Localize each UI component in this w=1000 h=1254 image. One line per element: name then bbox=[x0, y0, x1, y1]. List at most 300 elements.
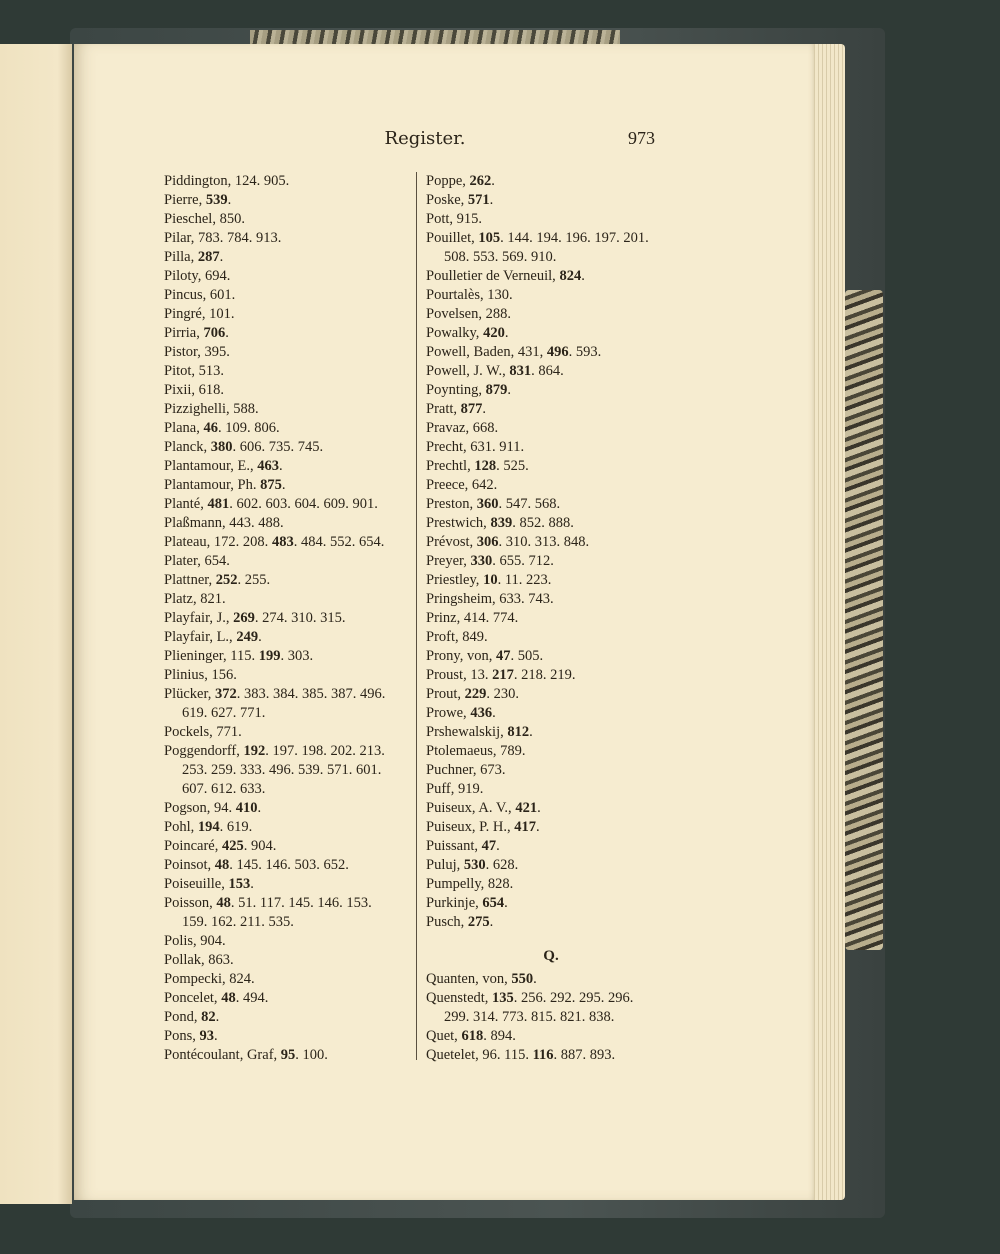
entry-text: Pohl, bbox=[164, 819, 198, 835]
entry-text-rest: . bbox=[537, 800, 541, 816]
primary-page-ref: 47 bbox=[495, 648, 511, 664]
entry-text: Poppe, bbox=[426, 173, 470, 189]
index-entry bbox=[426, 894, 686, 913]
entry-text-rest: . 109. 806. bbox=[217, 420, 280, 436]
index-entry bbox=[426, 305, 686, 324]
entry-text: Pilar, 783. 784. 913. bbox=[164, 230, 282, 246]
entry-text-rest: . 619. bbox=[219, 819, 253, 835]
entry-text-rest: . bbox=[225, 325, 229, 341]
primary-page-ref: 539 bbox=[205, 192, 228, 208]
index-entry bbox=[426, 723, 686, 742]
entry-text: Pourtalès, 130. bbox=[426, 287, 513, 303]
index-entry bbox=[426, 343, 686, 362]
index-entry bbox=[426, 818, 686, 837]
primary-page-ref: 372 bbox=[214, 686, 237, 702]
entry-text-rest: . 274. 310. 315. bbox=[254, 610, 346, 626]
facing-page-edge bbox=[0, 44, 72, 1204]
index-entry bbox=[426, 229, 686, 248]
page-header-title: Register. bbox=[384, 128, 466, 149]
primary-page-ref: 48 bbox=[221, 990, 236, 1006]
entry-text: Povelsen, 288. bbox=[426, 306, 511, 322]
primary-page-ref: 654 bbox=[482, 895, 505, 911]
primary-page-ref: 879 bbox=[485, 382, 508, 398]
primary-page-ref: 571 bbox=[467, 192, 490, 208]
entry-text: Powell, Baden, 431, bbox=[426, 344, 547, 360]
primary-page-ref: 217 bbox=[492, 667, 514, 683]
entry-text: Prony, von, bbox=[426, 648, 496, 664]
entry-text-rest: . 230. bbox=[486, 686, 520, 702]
entry-text-rest: . bbox=[533, 971, 537, 987]
index-entry bbox=[426, 476, 686, 495]
primary-page-ref: 420 bbox=[483, 325, 505, 341]
entry-text: Puissant, bbox=[426, 838, 482, 854]
primary-page-ref: 47 bbox=[481, 838, 497, 854]
primary-page-ref: 824 bbox=[559, 268, 582, 284]
entry-text: Pingré, 101. bbox=[164, 306, 235, 322]
entry-text: Pumpelly, 828. bbox=[426, 876, 514, 892]
index-entry bbox=[426, 761, 686, 780]
index-entry bbox=[164, 286, 424, 305]
primary-page-ref: 463 bbox=[257, 458, 280, 474]
index-entry bbox=[164, 210, 424, 229]
entry-text: Poske, bbox=[426, 192, 468, 208]
section-letter: Q. bbox=[543, 948, 559, 964]
index-entry-continuation bbox=[164, 704, 424, 723]
index-entry bbox=[164, 970, 424, 989]
entry-text-rest: . bbox=[258, 629, 262, 645]
index-entry bbox=[426, 609, 686, 628]
index-entry bbox=[426, 381, 686, 400]
index-entry bbox=[164, 191, 424, 210]
primary-page-ref: 269 bbox=[233, 610, 255, 626]
primary-page-ref: 306 bbox=[476, 534, 499, 550]
entry-text: Pitot, 513. bbox=[164, 363, 225, 379]
primary-page-ref: 95 bbox=[280, 1047, 296, 1063]
index-entry-continuation bbox=[164, 913, 424, 932]
index-entry bbox=[164, 419, 424, 438]
entry-text-rest: . 606. 735. 745. bbox=[232, 439, 324, 455]
primary-page-ref: 105 bbox=[478, 230, 501, 246]
index-entry bbox=[426, 856, 686, 875]
entry-text-rest: . bbox=[504, 895, 508, 911]
primary-page-ref: 410 bbox=[235, 800, 258, 816]
index-entry bbox=[164, 666, 424, 685]
primary-page-ref: 46 bbox=[203, 420, 218, 436]
entry-text: Pilla, bbox=[164, 249, 198, 265]
index-entry bbox=[164, 248, 424, 267]
entry-text-rest: . 11. 223. bbox=[497, 572, 552, 588]
index-column-right bbox=[426, 172, 686, 1065]
entry-text: Poisson, bbox=[164, 895, 217, 911]
index-entry bbox=[164, 1046, 424, 1065]
index-entry bbox=[426, 552, 686, 571]
primary-page-ref: 135 bbox=[492, 990, 514, 1006]
index-entry bbox=[426, 628, 686, 647]
entry-text-rest: . bbox=[492, 705, 496, 721]
entry-text: Poynting, bbox=[426, 382, 486, 398]
index-entry bbox=[426, 286, 686, 305]
entry-text: Puff, 919. bbox=[426, 781, 484, 797]
entry-text: Poggendorff, bbox=[164, 743, 244, 759]
entry-text: 253. 259. 333. 496. 539. 571. 601. bbox=[182, 762, 382, 778]
entry-text-rest: . 852. 888. bbox=[512, 515, 574, 531]
primary-page-ref: 153 bbox=[228, 876, 251, 892]
entry-text-rest: . 218. 219. bbox=[513, 667, 576, 683]
entry-text: Poncelet, bbox=[164, 990, 222, 1006]
entry-text: Puiseux, A. V., bbox=[426, 800, 516, 816]
entry-text-rest: . bbox=[529, 724, 533, 740]
entry-text-rest: . 904. bbox=[243, 838, 277, 854]
entry-text: Poulletier de Verneuil, bbox=[426, 268, 560, 284]
index-entry bbox=[164, 533, 424, 552]
entry-text: Playfair, L., bbox=[164, 629, 237, 645]
index-entry bbox=[426, 1046, 686, 1065]
entry-text-rest: . 197. 198. 202. 213. bbox=[265, 743, 385, 759]
index-entry bbox=[164, 362, 424, 381]
entry-text: Polis, 904. bbox=[164, 933, 226, 949]
index-entry bbox=[164, 875, 424, 894]
primary-page-ref: 262 bbox=[469, 173, 492, 189]
entry-text: Puchner, 673. bbox=[426, 762, 506, 778]
entry-text-rest: . 547. 568. bbox=[498, 496, 561, 512]
entry-text-rest: . 494. bbox=[235, 990, 269, 1006]
index-entry bbox=[164, 799, 424, 818]
index-entry bbox=[426, 210, 686, 229]
entry-text: Prestwich, bbox=[426, 515, 491, 531]
entry-text-rest: . bbox=[219, 249, 224, 265]
primary-page-ref: 249 bbox=[236, 629, 259, 645]
entry-text: Prshewalskij, bbox=[426, 724, 508, 740]
index-entry bbox=[164, 951, 424, 970]
entry-text-rest: . 144. 194. 196. 197. 201. bbox=[500, 230, 649, 246]
primary-page-ref: 550 bbox=[511, 971, 534, 987]
entry-text: Proust, 13. bbox=[426, 667, 493, 683]
index-entry bbox=[426, 438, 686, 457]
index-entry bbox=[164, 685, 424, 704]
entry-text: Pringsheim, 633. 743. bbox=[426, 591, 554, 607]
column-divider bbox=[416, 172, 417, 1060]
index-entry bbox=[426, 666, 686, 685]
entry-text-rest: . 100. bbox=[295, 1047, 328, 1063]
entry-text-rest: . bbox=[250, 876, 254, 892]
entry-text-rest: . bbox=[581, 268, 585, 284]
entry-text-rest: . bbox=[507, 382, 511, 398]
entry-text: Piddington, 124. 905. bbox=[164, 173, 290, 189]
entry-text: Pollak, 863. bbox=[164, 952, 234, 968]
index-entry bbox=[426, 590, 686, 609]
index-entry bbox=[426, 704, 686, 723]
primary-page-ref: 48 bbox=[214, 857, 230, 873]
entry-text: Plücker, bbox=[164, 686, 215, 702]
index-entry bbox=[426, 913, 686, 932]
entry-text-rest: . 303. bbox=[280, 648, 314, 664]
primary-page-ref: 93 bbox=[199, 1028, 214, 1044]
entry-text: Pistor, 395. bbox=[164, 344, 230, 360]
entry-text-rest: . bbox=[496, 838, 500, 854]
entry-text: Puiseux, P. H., bbox=[426, 819, 515, 835]
index-entry bbox=[164, 609, 424, 628]
index-entry bbox=[164, 172, 424, 191]
entry-text: Pouillet, bbox=[426, 230, 479, 246]
index-entry bbox=[426, 267, 686, 286]
index-entry bbox=[164, 932, 424, 951]
entry-text: Pogson, 94. bbox=[164, 800, 236, 816]
entry-text: Pompecki, 824. bbox=[164, 971, 255, 987]
entry-text-rest: . 383. 384. 385. 387. 496. bbox=[236, 686, 386, 702]
primary-page-ref: 360 bbox=[476, 496, 499, 512]
entry-text: Platz, 821. bbox=[164, 591, 226, 607]
entry-text-rest: . 593. bbox=[568, 344, 602, 360]
entry-text-rest: . 525. bbox=[496, 458, 529, 474]
index-entry bbox=[164, 552, 424, 571]
entry-text-rest: . 51. 117. 145. 146. 153. bbox=[230, 895, 372, 911]
primary-page-ref: 812 bbox=[507, 724, 530, 740]
index-entry bbox=[164, 894, 424, 913]
entry-text: Poiseuille, bbox=[164, 876, 229, 892]
index-entry-continuation bbox=[426, 1008, 686, 1027]
index-entry bbox=[426, 970, 686, 989]
entry-text: Preece, 642. bbox=[426, 477, 498, 493]
index-entry bbox=[426, 419, 686, 438]
entry-text: Pons, bbox=[164, 1028, 200, 1044]
index-entry bbox=[426, 457, 686, 476]
primary-page-ref: 618 bbox=[461, 1028, 484, 1044]
index-entry bbox=[164, 495, 424, 514]
entry-text-rest: . bbox=[213, 1028, 218, 1044]
entry-text: Plantamour, Ph. bbox=[164, 477, 261, 493]
index-entry bbox=[426, 191, 686, 210]
index-entry bbox=[164, 723, 424, 742]
entry-text: Plaßmann, 443. 488. bbox=[164, 515, 284, 531]
index-entry bbox=[426, 495, 686, 514]
primary-page-ref: 706 bbox=[203, 325, 226, 341]
index-entry bbox=[426, 647, 686, 666]
entry-text: Plateau, 172. 208. bbox=[164, 534, 272, 550]
primary-page-ref: 839 bbox=[490, 515, 513, 531]
index-entry bbox=[164, 1027, 424, 1046]
entry-text: Pixii, 618. bbox=[164, 382, 225, 398]
entry-text-rest: . 484. 552. 654. bbox=[293, 534, 385, 550]
index-entry bbox=[426, 875, 686, 894]
index-entry bbox=[426, 514, 686, 533]
index-column-left bbox=[164, 172, 424, 1065]
entry-text-rest: . 145. 146. 503. 652. bbox=[229, 857, 349, 873]
entry-text-rest: . bbox=[257, 800, 262, 816]
primary-page-ref: 287 bbox=[197, 249, 220, 265]
primary-page-ref: 128 bbox=[474, 458, 497, 474]
entry-text: Piloty, 694. bbox=[164, 268, 231, 284]
entry-text: Plana, bbox=[164, 420, 204, 436]
index-entry bbox=[164, 590, 424, 609]
entry-text: Pravaz, 668. bbox=[426, 420, 499, 436]
index-entry bbox=[426, 362, 686, 381]
index-entry bbox=[426, 989, 686, 1008]
primary-page-ref: 199 bbox=[258, 648, 281, 664]
entry-text: Quet, bbox=[426, 1028, 462, 1044]
index-entry bbox=[164, 818, 424, 837]
index-entry bbox=[164, 324, 424, 343]
primary-page-ref: 229 bbox=[464, 686, 487, 702]
index-entry bbox=[426, 780, 686, 799]
entry-text: Plantamour, E., bbox=[164, 458, 258, 474]
entry-text-rest: . 864. bbox=[531, 363, 564, 379]
entry-text-rest: . 602. 603. 604. 609. 901. bbox=[229, 496, 378, 512]
entry-text: Quetelet, 96. 115. bbox=[426, 1047, 533, 1063]
marbled-cover-edge bbox=[845, 290, 883, 950]
primary-page-ref: 194 bbox=[197, 819, 220, 835]
entry-text: 299. 314. 773. 815. 821. 838. bbox=[444, 1009, 615, 1025]
entry-text-rest: . 887. 893. bbox=[553, 1047, 616, 1063]
index-entry bbox=[164, 628, 424, 647]
index-entry bbox=[164, 267, 424, 286]
entry-text: Puluj, bbox=[426, 857, 464, 873]
index-entry-continuation bbox=[164, 761, 424, 780]
index-entry bbox=[164, 305, 424, 324]
entry-text: Quenstedt, bbox=[426, 990, 493, 1006]
primary-page-ref: 421 bbox=[515, 800, 538, 816]
index-entry bbox=[164, 989, 424, 1008]
index-entry bbox=[426, 837, 686, 856]
index-entry bbox=[164, 457, 424, 476]
entry-text: Preston, bbox=[426, 496, 477, 512]
entry-text: Pierre, bbox=[164, 192, 206, 208]
primary-page-ref: 875 bbox=[260, 477, 282, 493]
index-entry bbox=[426, 400, 686, 419]
primary-page-ref: 481 bbox=[207, 496, 230, 512]
index-entry bbox=[164, 381, 424, 400]
index-entry bbox=[164, 571, 424, 590]
entry-text-rest: . 655. 712. bbox=[492, 553, 554, 569]
index-entry bbox=[164, 438, 424, 457]
entry-text-rest: . 894. bbox=[483, 1028, 516, 1044]
primary-page-ref: 496 bbox=[546, 344, 569, 360]
entry-text: Precht, 631. 911. bbox=[426, 439, 525, 455]
entry-text: Poinsot, bbox=[164, 857, 215, 873]
entry-text: Pizzighelli, 588. bbox=[164, 401, 259, 417]
entry-text: Plieninger, 115. bbox=[164, 648, 259, 664]
entry-text-rest: . 310. 313. 848. bbox=[498, 534, 590, 550]
entry-text-rest: . 256. 292. 295. 296. bbox=[513, 990, 634, 1006]
entry-text: Proft, 849. bbox=[426, 629, 488, 645]
entry-text: Pieschel, 850. bbox=[164, 211, 245, 227]
entry-text: Plater, 654. bbox=[164, 553, 230, 569]
entry-text: Ptolemaeus, 789. bbox=[426, 743, 526, 759]
entry-text-rest: . bbox=[535, 819, 540, 835]
entry-text: Prout, bbox=[426, 686, 465, 702]
entry-text: Plinius, 156. bbox=[164, 667, 237, 683]
entry-text: Pockels, 771. bbox=[164, 724, 242, 740]
primary-page-ref: 330 bbox=[470, 553, 493, 569]
entry-text: 619. 627. 771. bbox=[182, 705, 266, 721]
index-entry bbox=[426, 324, 686, 343]
entry-text-rest: . bbox=[279, 458, 283, 474]
entry-text: 159. 162. 211. 535. bbox=[182, 914, 294, 930]
entry-text-rest: . bbox=[504, 325, 509, 341]
entry-text: Priestley, bbox=[426, 572, 484, 588]
entry-text-rest: . bbox=[482, 401, 487, 417]
index-entry bbox=[164, 856, 424, 875]
entry-text: Plattner, bbox=[164, 572, 216, 588]
index-entry bbox=[426, 1027, 686, 1046]
entry-text-rest: . 505. bbox=[510, 648, 544, 664]
entry-text: Pontécoulant, Graf, bbox=[164, 1047, 281, 1063]
primary-page-ref: 380 bbox=[210, 439, 233, 455]
index-entry bbox=[426, 571, 686, 590]
primary-page-ref: 831 bbox=[509, 363, 532, 379]
index-entry bbox=[164, 837, 424, 856]
entry-text: Purkinje, bbox=[426, 895, 483, 911]
primary-page-ref: 275 bbox=[467, 914, 490, 930]
entry-text-rest: . bbox=[227, 192, 232, 208]
entry-text: Pincus, 601. bbox=[164, 287, 236, 303]
index-entry bbox=[164, 229, 424, 248]
index-entry bbox=[426, 533, 686, 552]
primary-page-ref: 252 bbox=[215, 572, 238, 588]
index-entry bbox=[164, 476, 424, 495]
index-entry-continuation bbox=[164, 780, 424, 799]
entry-text: Playfair, J., bbox=[164, 610, 234, 626]
entry-text: Preyer, bbox=[426, 553, 471, 569]
primary-page-ref: 530 bbox=[463, 857, 486, 873]
index-entry bbox=[426, 685, 686, 704]
entry-text: Pott, 915. bbox=[426, 211, 482, 227]
index-entry bbox=[164, 742, 424, 761]
entry-text: Pirria, bbox=[164, 325, 204, 341]
primary-page-ref: 48 bbox=[216, 895, 231, 911]
entry-text: 607. 612. 633. bbox=[182, 781, 266, 797]
entry-text-rest: . bbox=[281, 477, 286, 493]
entry-text-rest: . bbox=[489, 914, 494, 930]
primary-page-ref: 10 bbox=[483, 572, 498, 588]
entry-text: Planté, bbox=[164, 496, 208, 512]
primary-page-ref: 436 bbox=[470, 705, 493, 721]
entry-text: 508. 553. 569. 910. bbox=[444, 249, 557, 265]
entry-text: Planck, bbox=[164, 439, 211, 455]
entry-text-rest: . 628. bbox=[485, 857, 519, 873]
entry-text-rest: . bbox=[491, 173, 495, 189]
primary-page-ref: 417 bbox=[514, 819, 536, 835]
entry-text: Prinz, 414. 774. bbox=[426, 610, 519, 626]
index-entry bbox=[164, 1008, 424, 1027]
entry-text: Pratt, bbox=[426, 401, 461, 417]
entry-text-rest: . bbox=[489, 192, 494, 208]
index-entry bbox=[164, 514, 424, 533]
entry-text: Powell, J. W., bbox=[426, 363, 510, 379]
index-entry-continuation bbox=[426, 248, 686, 267]
entry-text: Powalky, bbox=[426, 325, 484, 341]
primary-page-ref: 483 bbox=[271, 534, 294, 550]
index-entry bbox=[426, 799, 686, 818]
index-entry bbox=[426, 742, 686, 761]
primary-page-ref: 425 bbox=[221, 838, 244, 854]
entry-text: Prévost, bbox=[426, 534, 477, 550]
index-entry bbox=[164, 647, 424, 666]
primary-page-ref: 192 bbox=[243, 743, 266, 759]
entry-text: Pusch, bbox=[426, 914, 468, 930]
index-entry bbox=[164, 343, 424, 362]
index-entry bbox=[164, 400, 424, 419]
entry-text-rest: . bbox=[215, 1009, 220, 1025]
index-entry bbox=[426, 172, 686, 191]
primary-page-ref: 82 bbox=[201, 1009, 216, 1025]
entry-text: Pond, bbox=[164, 1009, 202, 1025]
entry-text: Prechtl, bbox=[426, 458, 475, 474]
page-number: 973 bbox=[628, 128, 655, 148]
entry-text: Quanten, von, bbox=[426, 971, 512, 987]
primary-page-ref: 116 bbox=[532, 1047, 554, 1063]
entry-text: Poincaré, bbox=[164, 838, 222, 854]
entry-text-rest: . 255. bbox=[237, 572, 271, 588]
